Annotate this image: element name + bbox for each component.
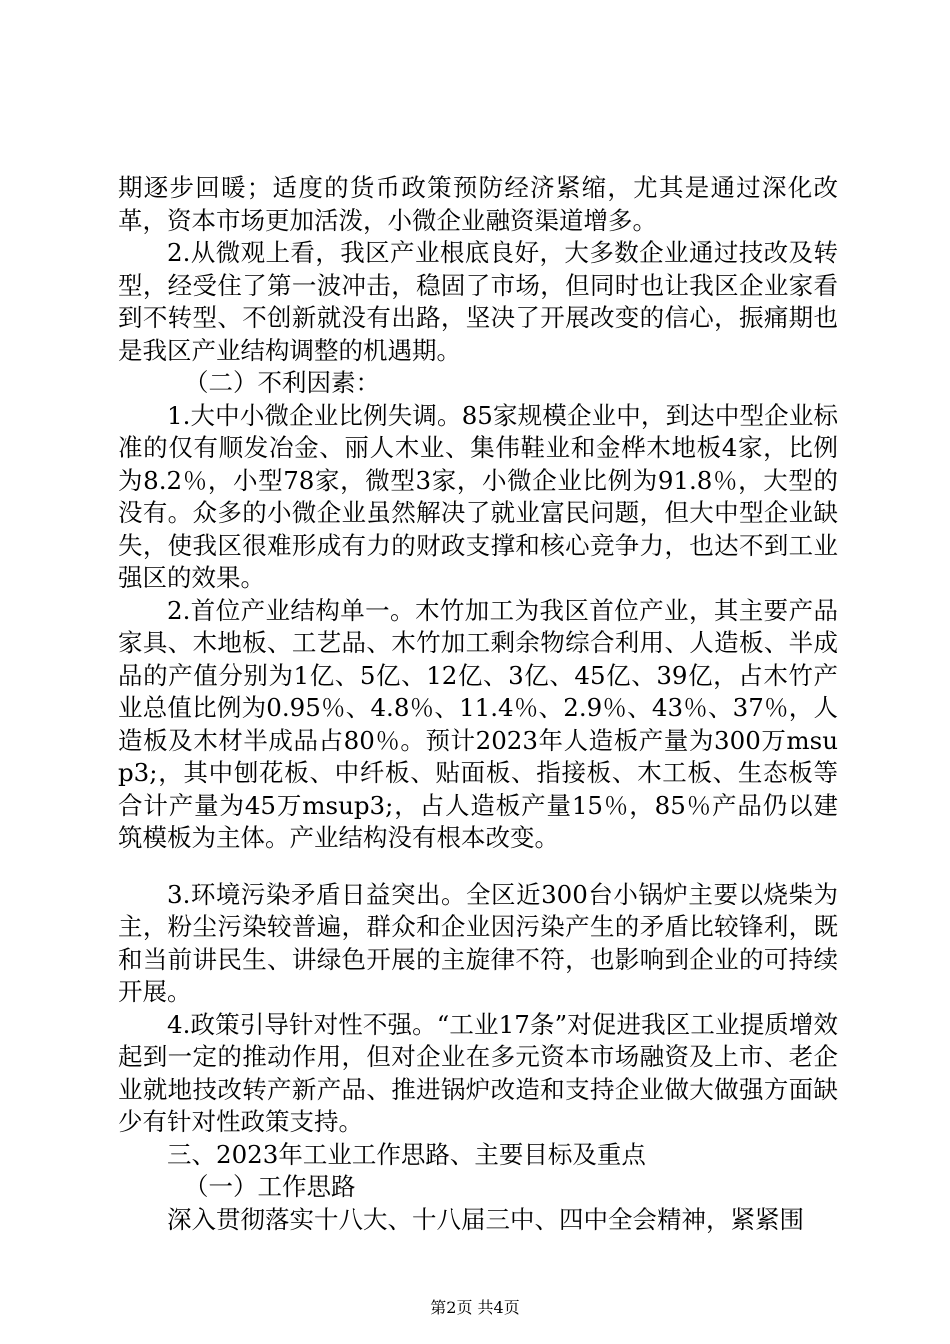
document-body: [118, 172, 838, 1236]
paragraph-policy: 4.政策引导针对性不强。“工业17条”对促进我区工业提质增效起到一定的推动作用，但对企业在多元资本市场融资及上市、老企业就地技改转产新产品、推进锅炉改造和支持企业做大做强方面缺少有针对性政策支持。: [118, 1009, 838, 1136]
paragraph-micro-view: 2.从微观上看，我区产业根底良好，大多数企业通过技改及转型，经受住了第一波冲击，稳固了市场，但同时也让我区企业家看到不转型、不创新就没有出路，坚决了开展改变的信心，振痛期也是我区产业结构调整的机遇期。: [118, 238, 838, 365]
paragraph-environment: 3.环境污染矛盾日益突出。全区近300台小锅炉主要以烧柴为主，粉尘污染较普遍，群众和企业因污染产生的矛盾比较锋利，既和当前讲民生、讲绿色开展的主旋律不符，也影响到企业的可持续开展。: [118, 879, 838, 1006]
paragraph-industry-structure: 2.首位产业结构单一。木竹加工为我区首位产业，其主要产品家具、木地板、工艺品、木竹加工剩余物综合利用、人造板、半成品的产值分别为1亿、5亿、12亿、3亿、45亿、39亿，占木竹产业总值比例为0.95％、4.8％、11.4％、2.9％、43％、37％，人造板及木材半成品占80％。预计2023年人造板产量为300万msup3;，其中刨花板、中纤板、贴面板、指接板、木工板、生态板等合计产量为45万msup3;，占人造板产量15％，85％产品仍以建筑模板为主体。产业结构没有根本改变。: [118, 595, 838, 852]
paragraph-work-approach: 深入贯彻落实十八大、十八届三中、四中全会精神，紧紧围: [167, 1204, 804, 1234]
paragraph-continuation: 期逐步回暖；适度的货币政策预防经济紧缩，尤其是通过深化改革，资本市场更加活泼，小微企业融资渠道增多。: [118, 173, 838, 235]
subheading-work-approach: （一）工作思路: [184, 1172, 356, 1201]
paragraph-enterprise-ratio: 1.大中小微企业比例失调。85家规模企业中，到达中型企业标准的仅有顺发冶金、丽人木业、集伟鞋业和金桦木地板4家，比例为8.2％，小型78家，微型3家，小微企业比例为91.8％，大型的没有。众多的小微企业虽然解决了就业富民问题，但大中型企业缺失，使我区很难形成有力的财政支撑和核心竞争力，也达不到工业强区的效果。: [118, 400, 838, 592]
heading-unfavorable-factors: （二）不利因素：: [184, 368, 380, 397]
page-footer: 第2页 共4页: [430, 1298, 520, 1317]
section-heading-2023-plan: 三、2023年工业工作思路、主要目标及重点: [167, 1139, 646, 1169]
